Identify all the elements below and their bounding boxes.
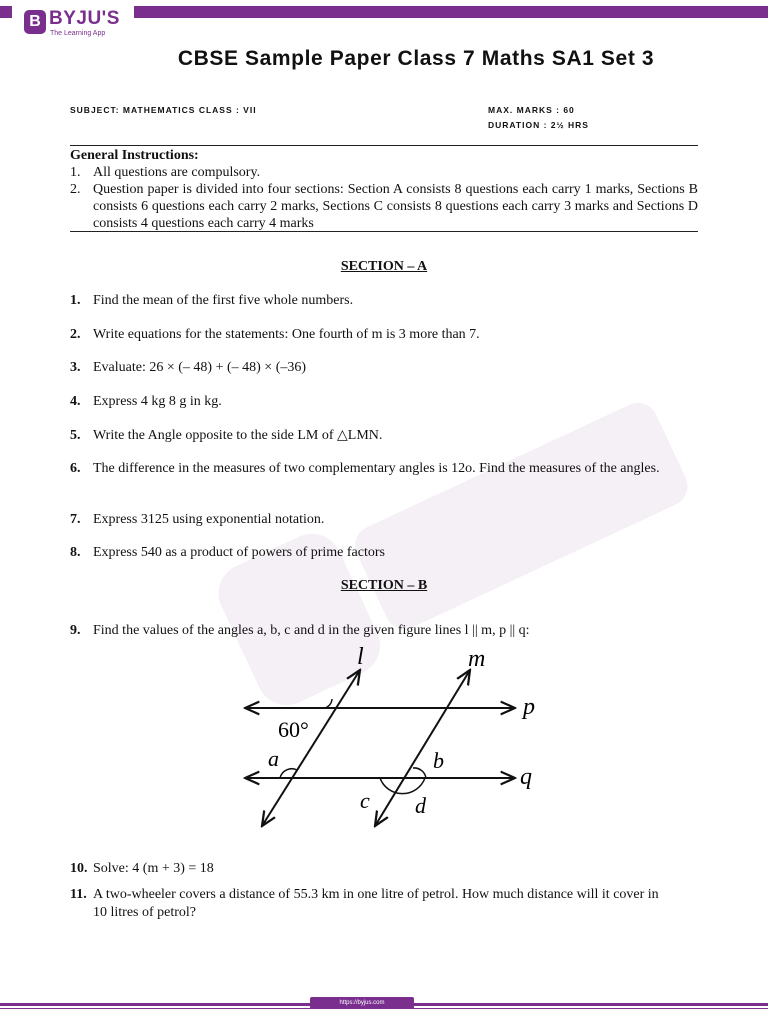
instructions-top-rule (70, 145, 698, 146)
instructions-bottom-rule (70, 231, 698, 232)
question-number: 10. (70, 861, 88, 876)
general-instructions (70, 147, 698, 232)
question (70, 427, 670, 445)
instruction-item (70, 181, 698, 232)
section-a-heading: SECTION – A (340, 259, 428, 274)
byjus-logo (24, 8, 130, 40)
question-number: 11. (70, 887, 87, 902)
footer-url-link[interactable]: https://byjus.com (310, 997, 414, 1009)
logo-brand: BYJU'S (49, 8, 120, 29)
question-text: Write equations for the statements: One fourth of m is 3 more than 7. (93, 327, 480, 342)
page-title: CBSE Sample Paper Class 7 Maths SA1 Set 3 (177, 47, 655, 70)
label-l: l (357, 644, 364, 670)
question-text: Evaluate: 26 × (– 48) + (– 48) × (–36) (93, 360, 307, 375)
question-text: Express 540 as a product of powers of prime factors (93, 545, 385, 560)
label-q: q (520, 764, 532, 790)
question-number: 5. (70, 428, 81, 443)
question-text: Find the mean of the first five whole numbers. (93, 293, 354, 308)
question (70, 460, 670, 478)
question-number: 3. (70, 360, 81, 375)
question-text: Express 3125 using exponential notation. (93, 512, 325, 527)
subject-line: SUBJECT: MATHEMATICS CLASS : VII (70, 105, 257, 115)
question (70, 860, 670, 878)
question-number: 6. (70, 461, 81, 476)
instruction-text: Question paper is divided into four sections: Section A consists 8 questions each carry 1 marks, Sections B consists 6 questions each carry 2 marks, Sections C consists 8 questions each carry 3 marks and Sections D consists 4 questions each carry 4 marks (93, 182, 698, 231)
instructions-heading: General Instructions: (70, 148, 199, 163)
instruction-text: All questions are compulsory. (93, 165, 261, 180)
angle-b-arc (413, 768, 426, 778)
section-b-heading: SECTION – B (340, 578, 428, 593)
question-text: Express 4 kg 8 g in kg. (93, 394, 222, 409)
label-m: m (468, 646, 486, 672)
question-number: 7. (70, 512, 81, 527)
question-text: Write the Angle opposite to the side LM of △LMN. (93, 428, 383, 443)
label-p: p (523, 694, 535, 720)
angle-60-arc (325, 699, 332, 708)
question (70, 544, 670, 562)
question (70, 511, 670, 529)
question (70, 622, 670, 640)
question (70, 326, 670, 344)
question (70, 359, 670, 377)
logo-tagline: The Learning App (50, 30, 106, 37)
label-a: a (268, 746, 279, 771)
question-text: The difference in the measures of two complementary angles is 12o. Find the measures of the angles. (93, 461, 660, 476)
label-60: 60° (278, 717, 309, 742)
question-number: 1. (70, 293, 81, 308)
question-text: Find the values of the angles a, b, c and d in the given figure lines l || m, p || q: (93, 623, 530, 638)
question-text: A two-wheeler covers a distance of 55.3 km in one litre of petrol. How much distance will it cover in 10 litres of petrol? (93, 887, 659, 920)
question-text: Solve: 4 (m + 3) = 18 (93, 861, 214, 876)
duration: DURATION : 2½ HRS (488, 120, 589, 130)
question (70, 886, 670, 922)
instruction-item (70, 164, 698, 181)
logo-mark-icon: B (24, 10, 46, 34)
question (70, 393, 670, 411)
question-number: 2. (70, 327, 81, 342)
question-number: 9. (70, 623, 81, 638)
question (70, 292, 670, 310)
parallel-lines-figure (230, 640, 560, 840)
instruction-number: 1. (70, 165, 81, 180)
label-d: d (415, 793, 426, 818)
label-b: b (433, 748, 444, 773)
label-c: c (360, 788, 370, 813)
instruction-number: 2. (70, 182, 81, 197)
top-bar-accent (134, 6, 768, 18)
max-marks: MAX. MARKS : 60 (488, 105, 575, 115)
question-number: 8. (70, 545, 81, 560)
question-number: 4. (70, 394, 81, 409)
top-bar-accent-left (0, 6, 12, 18)
